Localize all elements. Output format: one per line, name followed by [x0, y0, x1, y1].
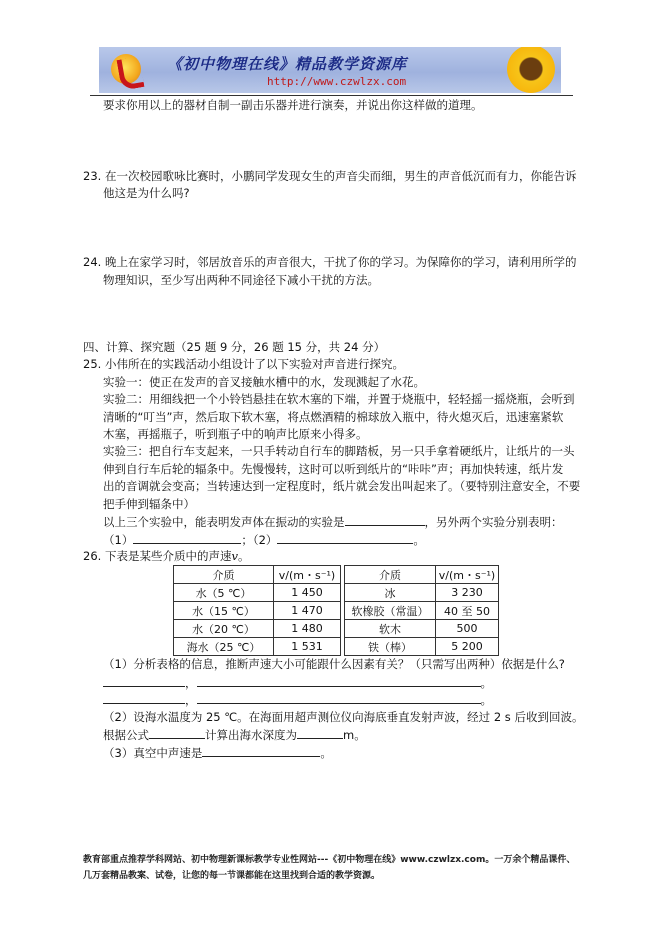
question-23-line1: 23. 在一次校园歌咏比赛时，小鹏同学发现女生的声音尖而细，男生的声音低沉而有力，你能告诉 — [83, 169, 577, 183]
table-cell: 软橡胶（常温） — [345, 602, 436, 620]
answer-blank-factor-1[interactable] — [103, 675, 185, 687]
experiment-2-line2: 清晰的“叮当”声，然后取下软木塞，将点燃酒精的棉球放入瓶中，待火熄灭后，迅速塞紧软 — [103, 410, 564, 424]
table-cell: 1 450 — [274, 584, 341, 602]
sub-question-2-line1: （2）设海水温度为 25 ℃。在海面用超声测位仪向海底垂直发射声波，经过 2 s 后收到回波。 — [103, 710, 584, 724]
experiment-2-line3: 木塞，再摇瓶子，听到瓶子中的响声比原来小得多。 — [103, 427, 368, 441]
answer-line-2 — [103, 692, 492, 707]
comma: ， — [185, 693, 197, 707]
header-banner — [99, 47, 561, 93]
question-24-line2: 物理知识，至少写出两种不同途径下减小干扰的方法。 — [103, 273, 379, 287]
question-25-summary — [103, 514, 563, 529]
experiment-1: 实验一：使正在发声的音叉接触水槽中的水，发现溅起了水花。 — [103, 375, 425, 389]
table-cell: 铁（棒） — [345, 638, 436, 656]
table-header-cell: v/(m・s⁻¹) — [436, 566, 499, 584]
depth-unit: m。 — [343, 728, 366, 742]
experiment-3-line4: 把手伸到辐条中） — [103, 497, 195, 511]
table-cell: 3 230 — [436, 584, 499, 602]
section-4-heading: 四、计算、探究题（25 题 9 分，26 题 15 分，共 24 分） — [83, 340, 386, 354]
table-header-cell: 介质 — [174, 566, 274, 584]
table-row — [174, 620, 499, 638]
end-mark: 。 — [480, 693, 492, 707]
end-mark: 。 — [413, 533, 425, 547]
part-2-label: ；（2） — [241, 533, 278, 547]
answer-blank-depth[interactable] — [297, 727, 343, 739]
experiment-2-line1: 实验二：用细线把一个小铃铛悬挂在软木塞的下端，并置于烧瓶中，轻轻摇一摇烧瓶，会听到 — [103, 392, 575, 406]
experiment-3-line3: 出的音调就会变高；当转速达到一定程度时，纸片就会发出叫起来了。（要特别注意安全，不要 — [103, 479, 581, 493]
answer-blank-part-1[interactable] — [133, 532, 241, 544]
question-26-dot: 。 — [237, 549, 250, 563]
header-rule — [90, 95, 573, 96]
answer-blank-formula[interactable] — [149, 727, 205, 739]
sunflower-icon — [503, 47, 559, 93]
answer-blank-reason-1[interactable] — [197, 675, 481, 687]
site-url[interactable]: http://www.czwlzx.com — [267, 75, 407, 88]
experiment-3-line2: 伸到自行车后轮的辐条中。先慢慢转，这时可以听到纸片的“咔咔”声；再加快转速，纸片发 — [103, 462, 564, 476]
velocity-symbol: v — [231, 549, 238, 563]
site-logo-icon — [105, 50, 145, 90]
question-26 — [83, 549, 249, 563]
table-row — [174, 638, 499, 656]
sub-question-3 — [103, 745, 332, 760]
question-23-line2: 他这是为什么吗? — [103, 186, 190, 200]
comma: ， — [185, 676, 197, 690]
table-cell: 冰 — [345, 584, 436, 602]
question-25-parts — [103, 532, 425, 547]
table-cell: 40 至 50 — [436, 602, 499, 620]
question-25-summary-text: 以上三个实验中，能表明发声体在振动的实验是 — [103, 515, 345, 529]
table-cell: 5 200 — [436, 638, 499, 656]
table-header-cell: v/(m・s⁻¹) — [274, 566, 341, 584]
depth-label: 计算出海水深度为 — [205, 728, 297, 742]
table-header-row — [174, 566, 499, 584]
table-cell: 1 480 — [274, 620, 341, 638]
answer-blank-reason-2[interactable] — [197, 692, 481, 704]
question-26-text: 26. 下表是某些介质中的声速 — [83, 549, 232, 563]
table-cell: 水（15 ℃） — [174, 602, 274, 620]
answer-blank-vacuum-speed[interactable] — [202, 745, 320, 757]
text-line: 要求你用以上的器材自制一副击乐器并进行演奏，并说出你这样做的道理。 — [103, 98, 483, 112]
question-25: 25. 小伟所在的实践活动小组设计了以下实验对声音进行探究。 — [83, 357, 404, 371]
table-cell: 海水（25 ℃） — [174, 638, 274, 656]
answer-blank-part-2[interactable] — [277, 532, 413, 544]
end-mark: 。 — [480, 676, 492, 690]
answer-blank-factor-2[interactable] — [103, 692, 185, 704]
answer-line-1 — [103, 675, 492, 690]
table-cell: 1 470 — [274, 602, 341, 620]
answer-blank-vibration[interactable] — [345, 514, 425, 526]
formula-label: 根据公式 — [103, 728, 149, 742]
vacuum-speed-label: （3）真空中声速是 — [103, 746, 203, 760]
table-row — [174, 584, 499, 602]
part-1-label: （1） — [103, 533, 134, 547]
table-header-cell: 介质 — [345, 566, 436, 584]
sound-speed-table — [173, 565, 499, 656]
table-cell: 水（20 ℃） — [174, 620, 274, 638]
table-cell: 水（5 ℃） — [174, 584, 274, 602]
end-mark: 。 — [320, 746, 332, 760]
sub-question-1: （1）分析表格的信息，推断声速大小可能跟什么因素有关？（只需写出两种）依据是什么? — [103, 657, 565, 671]
table-cell: 1 531 — [274, 638, 341, 656]
site-title: 《初中物理在线》精品教学资源库 — [167, 55, 408, 73]
question-25-summary-tail: ，另外两个实验分别表明： — [424, 515, 563, 529]
question-24-line1: 24. 晚上在家学习时，邻居放音乐的声音很大，干扰了你的学习。为保障你的学习，请利用所学的 — [83, 255, 577, 269]
table-row — [174, 602, 499, 620]
experiment-3-line1: 实验三：把自行车支起来，一只手转动自行车的脚踏板，另一只手拿着硬纸片，让纸片的一头 — [103, 444, 575, 458]
footer-notice: 教育部重点推荐学科网站、初中物理新课标教学专业性网站---《初中物理在线》www.czwlzx.com。一万余个精品课件、几万套精品教案、试卷，让您的每一节课都能在这里找到合适的教学资源。 — [83, 855, 576, 881]
sub-question-2-line2 — [103, 727, 366, 742]
table-cell: 500 — [436, 620, 499, 638]
table-cell: 软木 — [345, 620, 436, 638]
